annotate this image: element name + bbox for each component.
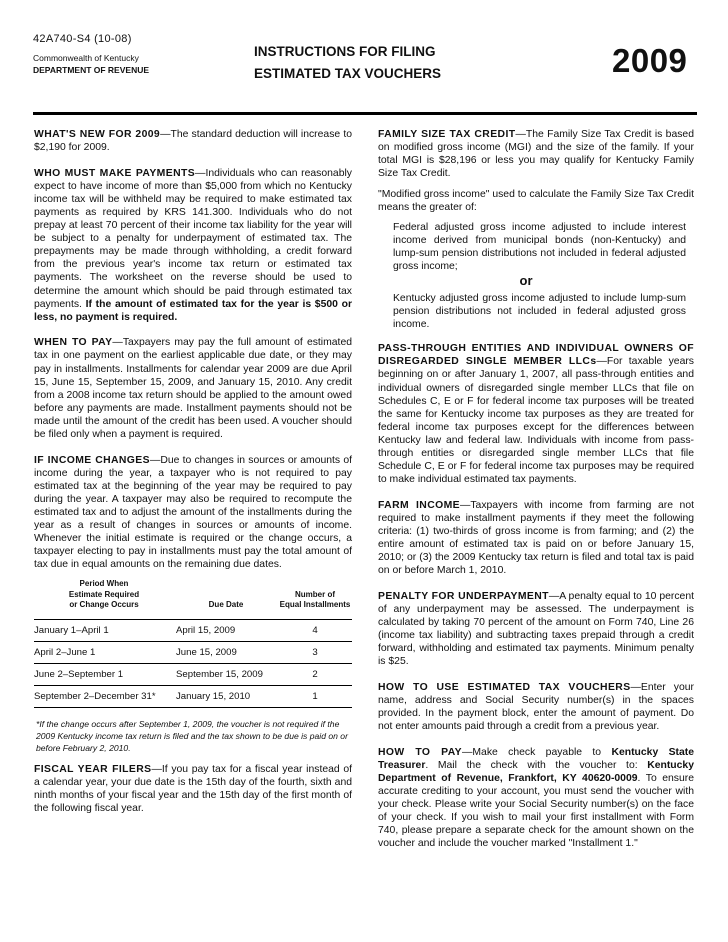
col-period-header-l1: Period When [79,579,129,589]
family-heading: FAMILY SIZE TAX CREDIT [378,129,516,140]
cell-num: 4 [278,619,352,641]
left-column [34,128,352,828]
whats-new-text: —The standard deduction will increase to $2,190 for 2009. [34,129,352,154]
cell-due: June 15, 2009 [174,641,278,663]
section-pass-through [378,342,694,486]
title-line-1: INSTRUCTIONS FOR FILING [254,44,436,59]
page-title [254,41,514,85]
when-to-pay-text: —Taxpayers may pay the full amount of estimated tax in one payment on the earliest applicable due date, or they may pay in installments. Installments for calendar year 2009 are due April 15, June 15, September 15, 2009, and January 15, 2010. Any credit from a 2008 income tax return should be applied to the amount owed before any payments are made. Installment payments should not be made until the amount of the credit has been used. A voucher should be filed only when a payment is required. [34,337,352,440]
col-due-header: Due Date [174,579,278,619]
tax-year: 2009 [612,42,688,79]
section-how-to-use [378,681,694,733]
how-to-pay-text-1: —Make check payable to [462,746,612,758]
fiscal-heading: FISCAL YEAR FILERS [34,763,152,775]
when-to-pay-heading: WHEN TO PAY [34,337,113,349]
cell-num: 3 [278,641,352,663]
or-separator: or [519,272,533,288]
family-text: —The Family Size Tax Credit is based on modified gross income (MGI) and the size of the family. If your total MGI is $28,196 or less you may qualify for Kentucky Family Size Tax Credit. [378,129,694,180]
col-period-header [34,579,174,619]
table-row [34,663,352,685]
title-line-2: ESTIMATED TAX VOUCHERS [254,66,442,81]
cell-period: September 2–December 31* [34,685,174,707]
payee-name: Kentucky State Treasurer [378,746,694,771]
how-to-pay-heading: HOW TO PAY [378,746,462,758]
col-period-header-l2: Estimate Required [68,589,140,599]
section-whats-new [34,128,352,154]
section-family-size [378,128,694,180]
cell-num: 2 [278,663,352,685]
cell-due: September 15, 2009 [174,663,278,685]
how-to-use-heading: HOW TO USE ESTIMATED TAX VOUCHERS [378,681,631,693]
how-to-pay-text-2: . Mail the check with the voucher to: [425,759,648,771]
who-must-heading: WHO MUST MAKE PAYMENTS [34,167,196,179]
farm-heading: FARM INCOME [378,499,460,511]
cell-period: June 2–September 1 [34,663,174,685]
whats-new-heading: WHAT'S NEW FOR 2009 [34,129,161,140]
right-column [378,128,694,863]
section-penalty [378,590,694,669]
table-row [34,685,352,707]
section-who-must-pay [34,167,352,324]
farm-text: —Taxpayers with income from farming are not required to make installment payments if they meet the following criteria: (1) two-thirds of gross income is from farming; and (2) the entire amount of estimated tax is paid on or before January 15, 2010; or (3) the 2009 Kentucky tax return is filed and total tax is paid on or before March 1, 2010. [378,499,694,577]
col-num-header [278,579,352,619]
mgi-item-federal: Federal adjusted gross income adjusted to include interest income derived from municipal bonds (non-Kentucky) and lump-sum pension distributions not included in federal adjusted gross income; [393,221,686,272]
who-must-bold-text: If the amount of estimated tax for the year is $500 or less, no payment is required. [34,298,353,323]
section-farm-income [378,499,694,578]
table-row [34,641,352,663]
installment-table [34,579,352,708]
section-fiscal-year [34,763,352,815]
table-header-row [34,579,352,619]
table-row [34,619,352,641]
how-to-pay-text-3: . To ensure accurate crediting to your account, you must send the voucher with your check. Please write your Social Security number(s) on the face of your check. If you wish to mail your first installment with Form 740, please prepare a separate check for the amount shown on the voucher and include the voucher marked "Installment 1." [378,772,695,850]
how-to-use-text: —Enter your name, address and Social Security number(s) in the spaces provided. In the payment block, enter the amount of payment. Do not enter amounts paid through a credit from a previous year. [378,681,695,733]
if-income-heading: IF INCOME CHANGES [34,454,150,466]
col-num-header-l1: Number of [295,589,335,599]
fiscal-text: —If you pay tax for a fiscal year instead of a calendar year, your due date is the 15th day of the fourth, sixth and ninth months of your fiscal year and the 15th day of the first month of the following fiscal year. [34,763,352,815]
section-if-income-changes [34,454,352,572]
cell-period: April 2–June 1 [34,641,174,663]
header-rule [33,112,697,115]
form-number: 42A740-S4 (10-08) [33,33,132,45]
cell-due: January 15, 2010 [174,685,278,707]
cell-due: April 15, 2009 [174,619,278,641]
department-name: DEPARTMENT OF REVENUE [33,65,150,75]
penalty-text: —A penalty equal to 10 percent of any underpayment may be assessed. The underpayment is calculated by taking 70 percent of the amount on Form 740, Line 26 (income tax liability) and subtracting taxes prepaid through a credit forward, withholding and estimated tax payments. Minimum penalty is $25. [378,590,694,668]
section-when-to-pay [34,336,352,441]
passthrough-text: —For taxable years beginning on or after January 1, 2007, all pass-through entities and individual owners of disregarded single member LLCs that file on Schedules C, E or F for federal income tax purposes will be treated the same for Kentucky income tax purposes as they are treated for federal income tax purposes except for the differences between Kentucky law and federal law. Individuals with income from pass-through entities or disregarded single member LLCs that file Schedule C, E or F for federal income tax purposes may be required to make individual estimated tax payments. [378,356,694,486]
col-num-header-l2: Equal Installments [279,600,351,610]
cell-num: 1 [278,685,352,707]
table-footnote: *If the change occurs after September 1, 2009, the voucher is not required if the 2009 Kentucky income tax return is filed and the tax shown to be due is paid on or before February 2, 2010. [36,718,348,753]
who-must-text: —Individuals who can reasonably expect to have income of more than $5,000 from which no Kentucky income tax will be withheld may be required to make estimated tax payments as required by KRS 141.300. Individuals who do not prepay at least 70 percent of their income tax liability for the year will be subject to a penalty for underpayment of estimated tax. The prepayments may be made through withholding, a credit forward from the previous year's income tax return or estimated tax payments. The worksheet on the reverse should be used to determine the amount which should be paid through estimated tax payments. [34,167,352,310]
col-period-header-l3: or Change Occurs [69,600,139,610]
if-income-text: —Due to changes in sources or amounts of income during the year, a taxpayer who is not required to pay estimated tax at the beginning of the year may be required to pay during the year. A taxpayer may also be required to recompute the estimated tax and to adjust the amount of the installments during the year as a result of changes in sources or amounts of income. Whenever the initial estimate is required or the change occurs, a taxpayer electing to pay in installments must pay the total amount of tax due in equal amounts on the remaining due dates. [34,454,352,571]
mgi-item-kentucky: Kentucky adjusted gross income adjusted to include lump-sum pension distributions not included in federal adjusted gross income. [393,292,686,331]
section-how-to-pay [378,746,694,851]
mailing-address: Kentucky Department of Revenue, Frankfort, KY 40620-0009 [378,759,694,784]
passthrough-heading: PASS-THROUGH ENTITIES AND INDIVIDUAL OWNERS OF DISREGARDED SINGLE MEMBER LLCs [378,343,694,368]
agency-name: Commonwealth of Kentucky [33,53,139,63]
mgi-intro: "Modified gross income" used to calculate the Family Size Tax Credit means the greater of: [378,189,694,214]
cell-period: January 1–April 1 [34,619,174,641]
penalty-heading: PENALTY FOR UNDERPAYMENT [378,590,549,602]
